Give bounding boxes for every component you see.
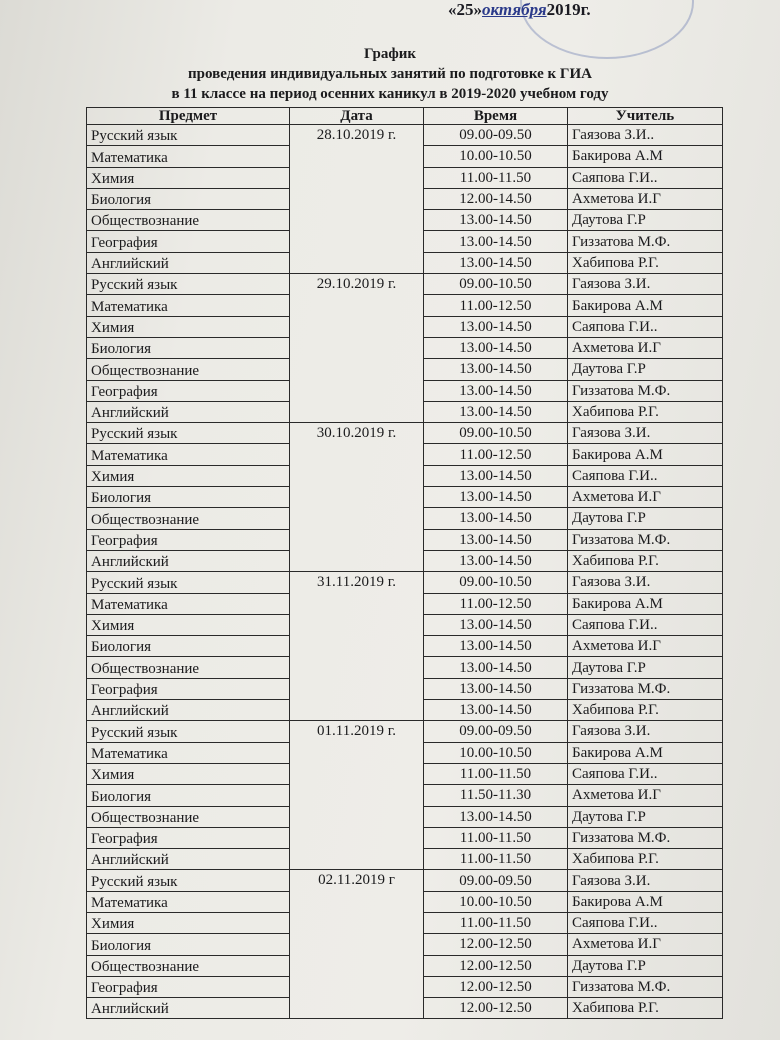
time-cell: 11.00-11.50 xyxy=(424,167,568,188)
subject-cell: География xyxy=(87,827,290,848)
subject-cell: Химия xyxy=(87,912,290,933)
teacher-cell: Хабипова Р.Г. xyxy=(568,550,723,571)
subject-cell: Английский xyxy=(87,401,290,422)
time-cell: 09.00-09.50 xyxy=(424,721,568,742)
table-row xyxy=(87,274,723,295)
time-cell: 13.00-14.50 xyxy=(424,657,568,678)
document-title: График xyxy=(363,46,417,62)
subject-cell: Химия xyxy=(87,316,290,337)
table-header-row xyxy=(87,108,723,125)
time-cell: 09.00-09.50 xyxy=(424,125,568,146)
teacher-cell: Гиззатова М.Ф. xyxy=(568,678,723,699)
column-header: Время xyxy=(424,108,568,125)
time-cell: 13.00-14.50 xyxy=(424,678,568,699)
teacher-cell: Гаязова З.И. xyxy=(568,423,723,444)
time-cell: 10.00-10.50 xyxy=(424,146,568,167)
subject-cell: Химия xyxy=(87,465,290,486)
subject-cell: Математика xyxy=(87,295,290,316)
teacher-cell: Хабипова Р.Г. xyxy=(568,998,723,1019)
date-month: октября xyxy=(482,0,547,19)
subject-cell: Химия xyxy=(87,167,290,188)
time-cell: 13.00-14.50 xyxy=(424,550,568,571)
subject-cell: Математика xyxy=(87,444,290,465)
subject-cell: Биология xyxy=(87,785,290,806)
table-row xyxy=(87,125,723,146)
time-cell: 09.00-10.50 xyxy=(424,423,568,444)
time-cell: 13.00-14.50 xyxy=(424,231,568,252)
teacher-cell: Саяпова Г.И.. xyxy=(568,763,723,784)
time-cell: 13.00-14.50 xyxy=(424,210,568,231)
subject-cell: Английский xyxy=(87,849,290,870)
time-cell: 13.00-14.50 xyxy=(424,359,568,380)
subject-cell: Химия xyxy=(87,763,290,784)
approval-date xyxy=(448,0,591,20)
subject-cell: Обществознание xyxy=(87,359,290,380)
subject-cell: Биология xyxy=(87,487,290,508)
teacher-cell: Ахметова И.Г xyxy=(568,934,723,955)
subject-cell: География xyxy=(87,976,290,997)
subject-cell: Английский xyxy=(87,252,290,273)
time-cell: 13.00-14.50 xyxy=(424,337,568,358)
teacher-cell: Бакирова А.М xyxy=(568,295,723,316)
time-cell: 10.00-10.50 xyxy=(424,742,568,763)
subject-cell: Русский язык xyxy=(87,274,290,295)
teacher-cell: Гаязова З.И. xyxy=(568,721,723,742)
subject-cell: Обществознание xyxy=(87,657,290,678)
teacher-cell: Даутова Г.Р xyxy=(568,508,723,529)
time-cell: 09.00-10.50 xyxy=(424,274,568,295)
teacher-cell: Ахметова И.Г xyxy=(568,785,723,806)
teacher-cell: Гиззатова М.Ф. xyxy=(568,529,723,550)
time-cell: 11.00-12.50 xyxy=(424,593,568,614)
date-cell: 01.11.2019 г. xyxy=(290,721,424,870)
subject-cell: Обществознание xyxy=(87,955,290,976)
teacher-cell: Гаязова З.И. xyxy=(568,572,723,593)
time-cell: 11.00-11.50 xyxy=(424,827,568,848)
time-cell: 12.00-12.50 xyxy=(424,998,568,1019)
teacher-cell: Гиззатова М.Ф. xyxy=(568,976,723,997)
subject-cell: Русский язык xyxy=(87,721,290,742)
time-cell: 11.00-11.50 xyxy=(424,763,568,784)
teacher-cell: Гаязова З.И. xyxy=(568,274,723,295)
subject-cell: География xyxy=(87,231,290,252)
subject-cell: Математика xyxy=(87,891,290,912)
subject-cell: Русский язык xyxy=(87,572,290,593)
teacher-cell: Ахметова И.Г xyxy=(568,636,723,657)
time-cell: 13.00-14.50 xyxy=(424,806,568,827)
time-cell: 11.50-11.30 xyxy=(424,785,568,806)
teacher-cell: Гиззатова М.Ф. xyxy=(568,827,723,848)
subject-cell: Русский язык xyxy=(87,125,290,146)
teacher-cell: Бакирова А.М xyxy=(568,146,723,167)
time-cell: 13.00-14.50 xyxy=(424,401,568,422)
subject-cell: Биология xyxy=(87,934,290,955)
time-cell: 11.00-11.50 xyxy=(424,849,568,870)
time-cell: 12.00-12.50 xyxy=(424,976,568,997)
schedule-table xyxy=(86,107,723,1019)
subject-cell: Обществознание xyxy=(87,508,290,529)
time-cell: 13.00-14.50 xyxy=(424,316,568,337)
subject-cell: Биология xyxy=(87,188,290,209)
teacher-cell: Хабипова Р.Г. xyxy=(568,401,723,422)
time-cell: 11.00-12.50 xyxy=(424,295,568,316)
column-header: Учитель xyxy=(568,108,723,125)
teacher-cell: Саяпова Г.И.. xyxy=(568,167,723,188)
subject-cell: География xyxy=(87,529,290,550)
teacher-cell: Бакирова А.М xyxy=(568,593,723,614)
teacher-cell: Гаязова З.И.. xyxy=(568,125,723,146)
time-cell: 10.00-10.50 xyxy=(424,891,568,912)
time-cell: 12.00-14.50 xyxy=(424,188,568,209)
time-cell: 13.00-14.50 xyxy=(424,487,568,508)
teacher-cell: Ахметова И.Г xyxy=(568,487,723,508)
time-cell: 11.00-12.50 xyxy=(424,444,568,465)
subject-cell: Обществознание xyxy=(87,210,290,231)
teacher-cell: Ахметова И.Г xyxy=(568,337,723,358)
subject-cell: География xyxy=(87,380,290,401)
teacher-cell: Даутова Г.Р xyxy=(568,210,723,231)
subject-cell: Химия xyxy=(87,614,290,635)
subject-cell: Биология xyxy=(87,636,290,657)
document-subtitle-2: в 11 классе на период осенних каникул в 2019-2020 учебном году xyxy=(171,86,609,102)
teacher-cell: Хабипова Р.Г. xyxy=(568,700,723,721)
teacher-cell: Гаязова З.И. xyxy=(568,870,723,891)
date-cell: 29.10.2019 г. xyxy=(290,274,424,423)
teacher-cell: Даутова Г.Р xyxy=(568,359,723,380)
date-year: 2019г. xyxy=(546,0,591,19)
teacher-cell: Хабипова Р.Г. xyxy=(568,849,723,870)
table-row xyxy=(87,721,723,742)
date-cell: 30.10.2019 г. xyxy=(290,423,424,572)
subject-cell: География xyxy=(87,678,290,699)
time-cell: 13.00-14.50 xyxy=(424,700,568,721)
time-cell: 11.00-11.50 xyxy=(424,912,568,933)
time-cell: 12.00-12.50 xyxy=(424,934,568,955)
subject-cell: Обществознание xyxy=(87,806,290,827)
subject-cell: Математика xyxy=(87,593,290,614)
column-header: Дата xyxy=(290,108,424,125)
teacher-cell: Саяпова Г.И.. xyxy=(568,316,723,337)
subject-cell: Математика xyxy=(87,742,290,763)
time-cell: 13.00-14.50 xyxy=(424,636,568,657)
time-cell: 13.00-14.50 xyxy=(424,529,568,550)
date-day: «25» xyxy=(448,0,482,19)
teacher-cell: Саяпова Г.И.. xyxy=(568,465,723,486)
teacher-cell: Хабипова Р.Г. xyxy=(568,252,723,273)
date-cell: 28.10.2019 г. xyxy=(290,125,424,274)
subject-cell: Английский xyxy=(87,700,290,721)
teacher-cell: Бакирова А.М xyxy=(568,891,723,912)
teacher-cell: Саяпова Г.И.. xyxy=(568,614,723,635)
time-cell: 13.00-14.50 xyxy=(424,465,568,486)
teacher-cell: Даутова Г.Р xyxy=(568,657,723,678)
date-cell: 02.11.2019 г xyxy=(290,870,424,1019)
time-cell: 12.00-12.50 xyxy=(424,955,568,976)
time-cell: 13.00-14.50 xyxy=(424,614,568,635)
teacher-cell: Бакирова А.М xyxy=(568,742,723,763)
time-cell: 13.00-14.50 xyxy=(424,508,568,529)
date-cell: 31.11.2019 г. xyxy=(290,572,424,721)
subject-cell: Биология xyxy=(87,337,290,358)
teacher-cell: Гиззатова М.Ф. xyxy=(568,380,723,401)
teacher-cell: Ахметова И.Г xyxy=(568,188,723,209)
table-row xyxy=(87,423,723,444)
table-row xyxy=(87,572,723,593)
teacher-cell: Даутова Г.Р xyxy=(568,806,723,827)
time-cell: 09.00-10.50 xyxy=(424,572,568,593)
column-header: Предмет xyxy=(87,108,290,125)
teacher-cell: Даутова Г.Р xyxy=(568,955,723,976)
subject-cell: Английский xyxy=(87,998,290,1019)
teacher-cell: Саяпова Г.И.. xyxy=(568,912,723,933)
time-cell: 09.00-09.50 xyxy=(424,870,568,891)
teacher-cell: Гиззатова М.Ф. xyxy=(568,231,723,252)
time-cell: 13.00-14.50 xyxy=(424,252,568,273)
table-row xyxy=(87,870,723,891)
subject-cell: Русский язык xyxy=(87,423,290,444)
subject-cell: Русский язык xyxy=(87,870,290,891)
time-cell: 13.00-14.50 xyxy=(424,380,568,401)
subject-cell: Математика xyxy=(87,146,290,167)
subject-cell: Английский xyxy=(87,550,290,571)
document-subtitle-1: проведения индивидуальных занятий по подготовке к ГИА xyxy=(188,66,592,82)
teacher-cell: Бакирова А.М xyxy=(568,444,723,465)
